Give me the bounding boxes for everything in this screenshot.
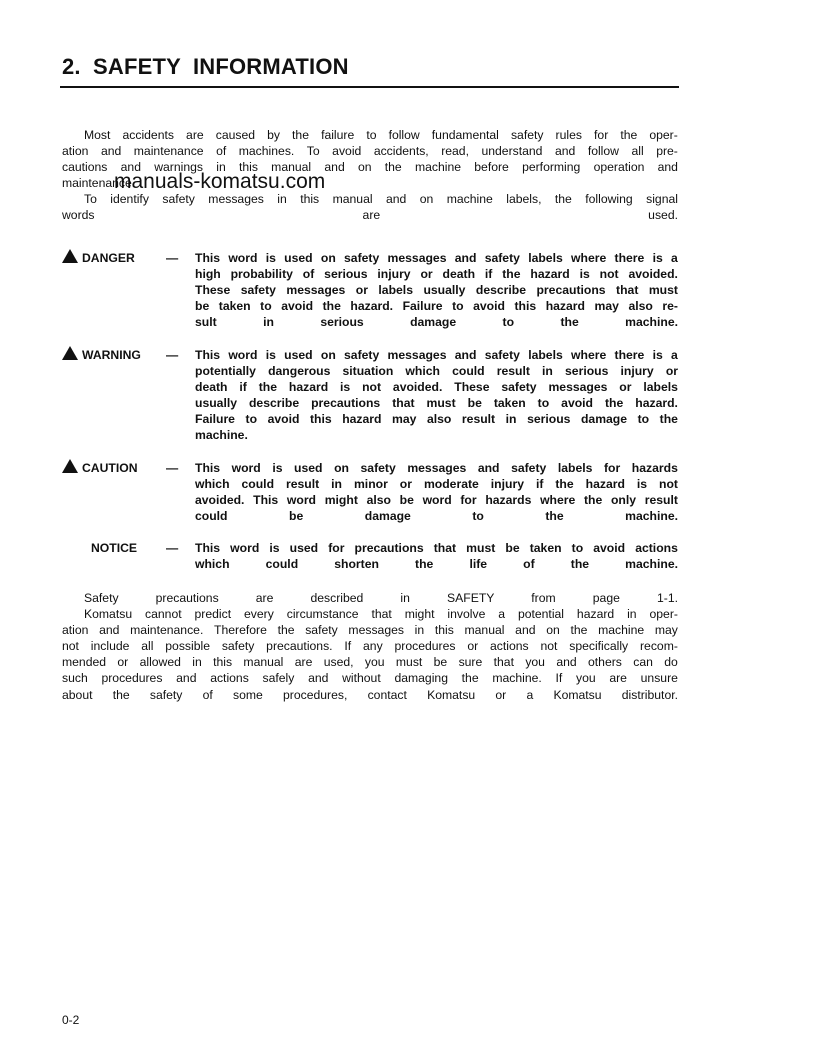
title-rule <box>60 86 679 88</box>
text-line: usually describe precautions that must be taken to avoid the hazard. <box>195 396 678 411</box>
text-line: These safety messages or labels usually describe precautions that must <box>195 283 678 298</box>
signal-danger <box>62 250 678 330</box>
text-line: such procedures and actions safely and without damaging the machine. If you are unsure <box>62 671 678 686</box>
signal-warning <box>62 347 678 444</box>
text-line: be taken to avoid the hazard. Failure to avoid this hazard may also re- <box>195 299 678 314</box>
text-line: which could shorten the life of the machine. <box>195 557 678 572</box>
text-line: Komatsu cannot predict every circumstance that might involve a potential hazard in oper- <box>84 607 678 622</box>
text-line: machine. <box>195 428 248 443</box>
signal-caution <box>62 460 678 524</box>
text-line: about the safety of some procedures, contact Komatsu or a Komatsu distributor. <box>62 687 678 702</box>
signal-notice <box>62 540 678 572</box>
warning-triangle-icon <box>62 249 78 263</box>
text-line: cautions and warnings in this manual and on the machine before performing operation and <box>62 160 678 175</box>
text-line: This word is used on safety messages and safety labels where there is a <box>195 251 678 265</box>
text-line: Most accidents are caused by the failure to follow fundamental safety rules for the oper- <box>84 128 678 142</box>
text-line: Failure to avoid this hazard may also result in serious damage to the <box>195 412 678 427</box>
text-line: potentially dangerous situation which could result in serious injury or <box>195 364 678 379</box>
signal-label: NOTICE <box>91 541 138 555</box>
signal-label: CAUTION <box>82 461 138 475</box>
text-line: ation and maintenance. Therefore the safety messages in this manual and on the machine may <box>62 623 678 638</box>
text-line: could be damage to the machine. <box>195 509 678 524</box>
text-line: maintenance. <box>62 176 136 191</box>
page-number: 0-2 <box>62 1013 80 1027</box>
text-line: which could result in minor or moderate injury if the hazard is not <box>195 477 678 492</box>
text-line: high probability of serious injury or death if the hazard is not avoided. <box>195 267 678 282</box>
watermark: manuals-komatsu.com <box>114 170 326 193</box>
text-line: This word is used for precautions that must be taken to avoid actions <box>195 541 678 555</box>
text-line: This word is used on safety messages and safety labels for hazards <box>195 461 678 475</box>
signal-label: DANGER <box>82 251 135 265</box>
text-line: mended or allowed in this manual are used, you must be sure that you and others can do <box>62 655 678 670</box>
dash: — <box>166 541 179 555</box>
text-line: words are used. <box>62 208 678 223</box>
text-line: ation and maintenance of machines. To avoid accidents, read, understand and follow all pre- <box>62 144 678 159</box>
dash: — <box>166 461 179 475</box>
dash: — <box>166 348 179 362</box>
closing-paragraph <box>62 590 678 703</box>
warning-triangle-icon <box>62 346 78 360</box>
signal-label: WARNING <box>82 348 141 362</box>
text-line: sult in serious damage to the machine. <box>195 315 678 330</box>
text-line: death if the hazard is not avoided. These safety messages or labels <box>195 380 678 395</box>
text-line: Safety precautions are described in SAFETY from page 1-1. <box>84 591 678 605</box>
text-line: To identify safety messages in this manual and on machine labels, the following signal <box>84 192 678 207</box>
text-line: This word is used on safety messages and safety labels where there is a <box>195 348 678 362</box>
section-title: 2. SAFETY INFORMATION <box>62 54 349 79</box>
text-line: avoided. This word might also be word for hazards where the only result <box>195 493 678 508</box>
warning-triangle-icon <box>62 459 78 473</box>
dash: — <box>166 251 179 265</box>
text-line: not include all possible safety precautions. If any procedures or actions not specifically recom- <box>62 639 678 654</box>
